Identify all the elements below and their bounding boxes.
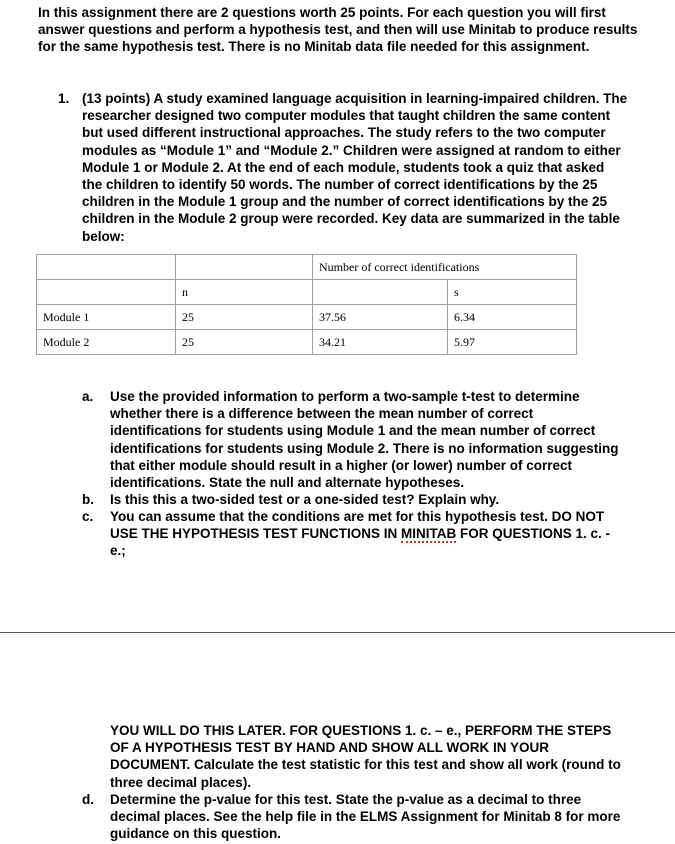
cell-mean: 34.21 bbox=[313, 330, 448, 355]
subquestion-text-start: You can assume that the conditions are met for this hypothesis test. DO NOT USE THE HYPOTHESIS TEST FUNCTIONS IN bbox=[110, 509, 605, 542]
cell-s: 5.97 bbox=[448, 330, 577, 355]
table-column-row bbox=[37, 280, 577, 305]
subquestion-b bbox=[82, 491, 622, 508]
data-table bbox=[36, 254, 577, 355]
subquestion-text: Determine the p-value for this test. State the p-value as a decimal to three decimal places. See the help file in the ELMS Assignment for Minitab 8 for more guidance on this question. bbox=[110, 792, 621, 842]
subquestion-label: c. bbox=[82, 509, 94, 524]
intro-paragraph: In this assignment there are 2 questions worth 25 points. For each question you will first answer questions and perform a hypothesis test, and then will use Minitab to produce results for the same hypothesis test. There is no Minitab data file needed for this assignment. bbox=[38, 5, 638, 55]
row-label: Module 2 bbox=[37, 330, 176, 355]
question-1-text: (13 points) A study examined language acquisition in learning-impaired children. The researcher designed two computer modules that taught children the same content but used different instructional approaches. The study refers to the two computer modules as “Module 1” and “Module 2.” Children were assigned at random to either Module 1 or Module 2. At the end of each module, students took a quiz that asked the children to identify 50 words. The number of correct identifications by the 25 children in the Module 1 group and the number of correct identifications by the 25 children in the Module 2 group were recorded. Key data are summarized in the table below: bbox=[82, 91, 628, 244]
table-cell bbox=[37, 255, 176, 280]
spellcheck-word: MINITAB bbox=[401, 526, 457, 542]
question-number: 1. bbox=[58, 91, 70, 106]
subquestion-c bbox=[82, 508, 622, 560]
cell-mean: 37.56 bbox=[313, 305, 448, 330]
subquestion-text: YOU WILL DO THIS LATER. FOR QUESTIONS 1. c. – e., PERFORM THE STEPS OF A HYPOTHESIS TEST BY HAND AND SHOW ALL WORK IN YOUR DOCUMENT. Calculate the test statistic for this test and show all work (round to three decimal places). bbox=[110, 723, 621, 790]
table-cell bbox=[176, 255, 313, 280]
subquestion-c-continued bbox=[82, 722, 622, 791]
subquestion-d bbox=[82, 791, 622, 843]
column-s: s bbox=[448, 280, 577, 305]
row-label: Module 1 bbox=[37, 305, 176, 330]
subquestion-label: d. bbox=[82, 792, 94, 807]
subquestion-text-end: FOR QUESTIONS 1. c. - e.; bbox=[110, 526, 611, 559]
page-divider bbox=[0, 632, 675, 633]
column-mean bbox=[313, 280, 448, 305]
subquestion-a bbox=[82, 388, 622, 491]
question-1 bbox=[58, 90, 628, 245]
cell-n: 25 bbox=[176, 330, 313, 355]
cell-s: 6.34 bbox=[448, 305, 577, 330]
table-cell bbox=[37, 280, 176, 305]
table-header-row bbox=[37, 255, 577, 280]
subquestion-text: Is this this a two-sided test or a one-sided test? Explain why. bbox=[110, 492, 500, 507]
column-n: n bbox=[176, 280, 313, 305]
subquestion-label: b. bbox=[82, 492, 94, 507]
subquestion-label: a. bbox=[82, 389, 94, 404]
cell-n: 25 bbox=[176, 305, 313, 330]
table-row bbox=[37, 330, 577, 355]
table-header: Number of correct identifications bbox=[313, 255, 577, 280]
table-row bbox=[37, 305, 577, 330]
subquestion-text bbox=[110, 508, 622, 560]
subquestion-text: Use the provided information to perform a two-sample t-test to determine whether there is a difference between the mean number of correct identifications for students using Module 1 and the mean number of correct identifications for students using Module 2. There is no information suggesting that either module should result in a higher (or lower) number of correct identifications. State the null and alternate hypotheses. bbox=[110, 389, 619, 491]
